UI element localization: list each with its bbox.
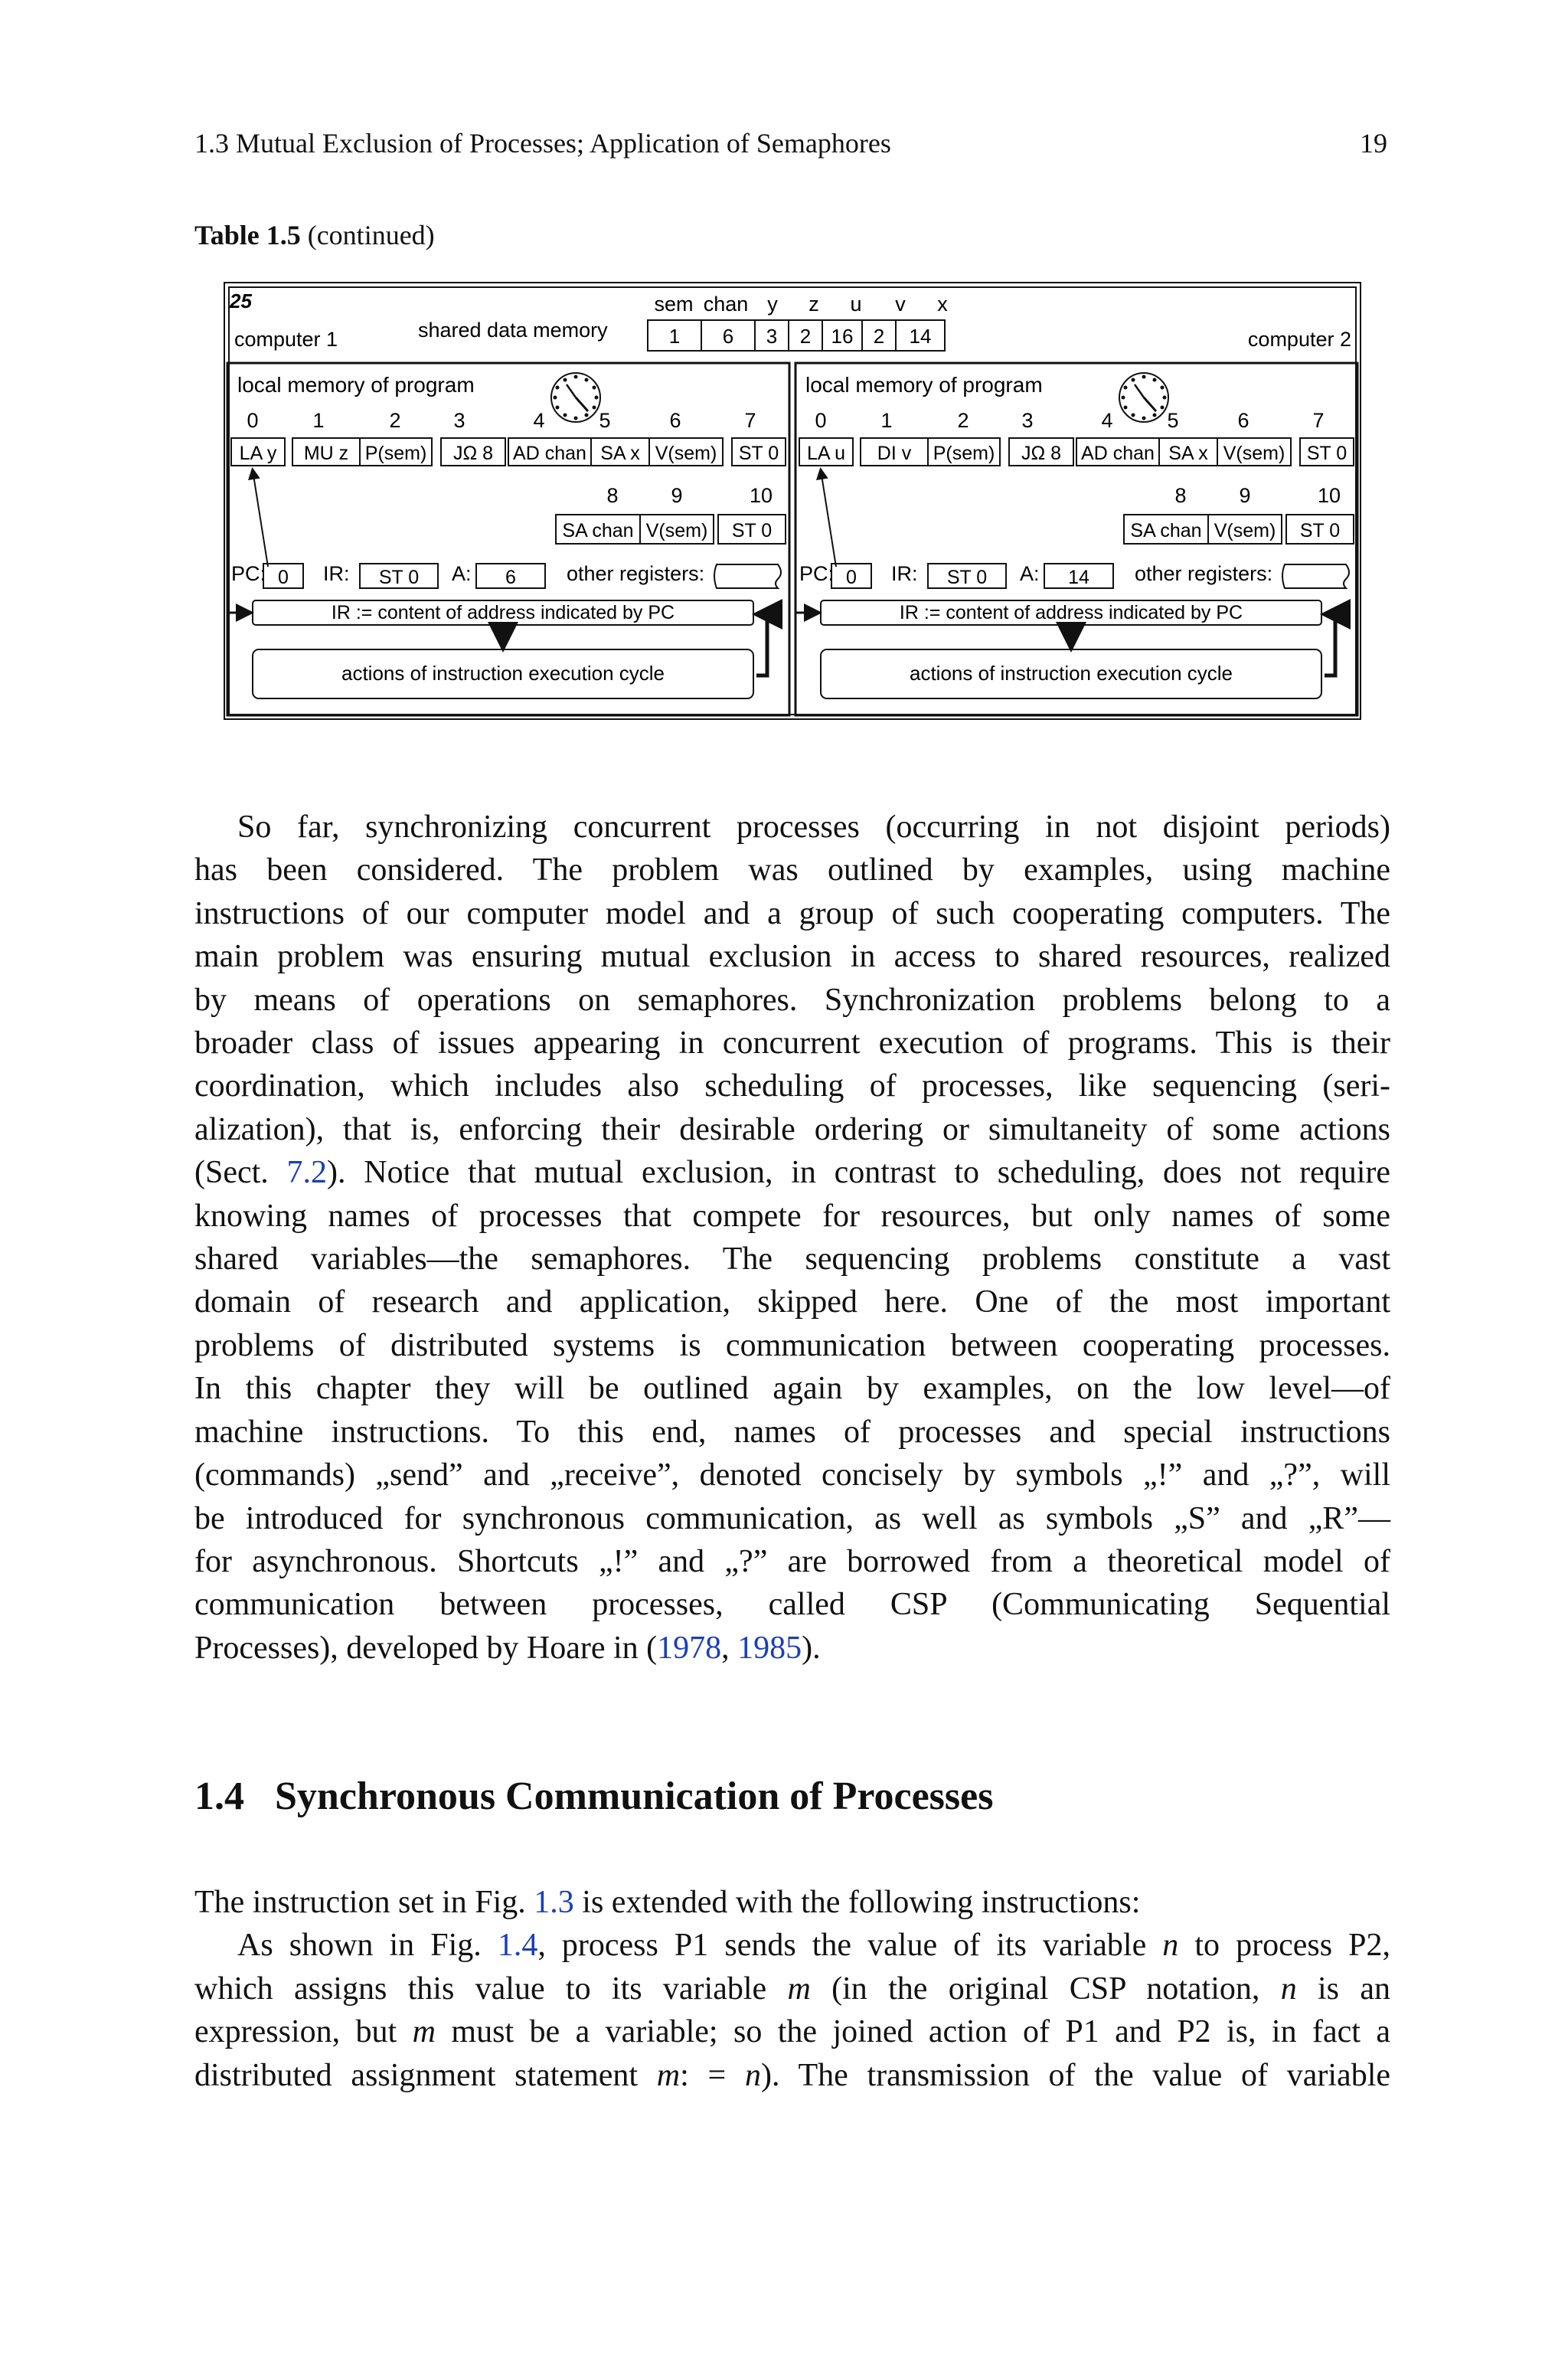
address-label: 1 bbox=[312, 409, 325, 432]
local-memory-title: local memory of program bbox=[237, 373, 475, 397]
table-caption bbox=[194, 219, 435, 251]
table-caption-suffix: (continued) bbox=[300, 220, 435, 250]
other-registers-box bbox=[714, 564, 781, 588]
text-line: knowing names of processes that compete for resources, but only names of some bbox=[194, 1198, 1390, 1234]
text-line: shared variables—the semaphores. The sequencing problems constitute a vast bbox=[194, 1241, 1390, 1277]
text-line: machine instructions. To this end, names of processes and special instructions bbox=[194, 1414, 1390, 1450]
clock-icon bbox=[1119, 373, 1168, 422]
citation-link[interactable]: 1985 bbox=[737, 1630, 802, 1666]
program-cell: ST 0 bbox=[738, 443, 779, 464]
program-cell: V(sem) bbox=[655, 443, 717, 464]
computer1-label: computer 1 bbox=[234, 328, 338, 351]
text-line: be introduced for synchronous communication, as well as symbols „S” and „R”— bbox=[194, 1500, 1390, 1536]
text-line: broader class of issues appearing in concurrent execution of programs. This is their bbox=[194, 1025, 1390, 1061]
program-cell: V(sem) bbox=[645, 520, 708, 541]
address-label: 2 bbox=[389, 409, 401, 432]
address-label: 5 bbox=[599, 409, 611, 432]
shared-header: y bbox=[767, 293, 778, 316]
program-cell: SA chan bbox=[1130, 520, 1202, 541]
fetch-step: IR := content of address indicated by PC bbox=[899, 602, 1243, 623]
ir-label: IR: bbox=[891, 562, 918, 585]
program-cell: AD chan bbox=[1081, 443, 1155, 464]
address-label: 1 bbox=[880, 409, 893, 432]
text-line: As shown in Fig. 1.4, process P1 sends the value of its variable n to process P2, bbox=[237, 1928, 1390, 1964]
shared-header: sem bbox=[654, 293, 694, 316]
program-cell: JΩ 8 bbox=[1021, 443, 1062, 464]
shared-value: 2 bbox=[799, 325, 812, 348]
clock-icon bbox=[551, 373, 600, 422]
execute-step: actions of instruction execution cycle bbox=[341, 662, 665, 685]
program-cell: SA x bbox=[1168, 443, 1208, 464]
section-title: Synchronous Communication of Processes bbox=[275, 1775, 994, 1818]
text-line: domain of research and application, skipped here. One of the most important bbox=[194, 1284, 1390, 1320]
computer-model-figure bbox=[222, 280, 1363, 721]
paragraph-instructions bbox=[194, 1881, 1390, 2097]
page-number: 19 bbox=[1360, 128, 1387, 159]
pc-label: PC: bbox=[799, 562, 835, 585]
shared-header: z bbox=[808, 293, 819, 316]
address-label: 8 bbox=[606, 484, 619, 507]
other-registers-label: other registers: bbox=[567, 562, 705, 585]
step-number: 25 bbox=[230, 289, 252, 312]
citation-link[interactable]: 1978 bbox=[657, 1630, 722, 1666]
text-line: instructions of our computer model and a group of such cooperating computers. The bbox=[194, 895, 1390, 931]
shared-header: u bbox=[850, 293, 862, 316]
table-label: Table 1.5 bbox=[194, 220, 301, 250]
text-line: In this chapter they will be outlined again by examples, on the low level—of bbox=[194, 1371, 1390, 1407]
address-label: 10 bbox=[1317, 484, 1341, 507]
pc-value: 0 bbox=[846, 567, 857, 588]
shared-value: 14 bbox=[909, 325, 932, 348]
program-cell: P(sem) bbox=[933, 443, 995, 464]
figure-link[interactable]: 1.3 bbox=[534, 1885, 574, 1920]
text-line: (Sect. 7.2). Notice that mutual exclusion, in contrast to scheduling, does not require bbox=[194, 1155, 1391, 1191]
text-line: (commands) „send” and „receive”, denoted concisely by symbols „!” and „?”, will bbox=[194, 1457, 1390, 1493]
pc-label: PC: bbox=[231, 562, 266, 585]
address-label: 4 bbox=[1101, 409, 1113, 432]
a-value: 14 bbox=[1068, 567, 1089, 588]
program-cell: SA chan bbox=[562, 520, 634, 541]
section-link[interactable]: 7.2 bbox=[286, 1155, 328, 1191]
text-line: which assigns this value to its variable m (in the original CSP notation, n is an bbox=[194, 1971, 1390, 2007]
program-cell: ST 0 bbox=[731, 520, 773, 541]
program-cell: ST 0 bbox=[1306, 443, 1348, 464]
shared-value: 6 bbox=[722, 325, 734, 348]
program-cell: LA u bbox=[806, 443, 846, 464]
shared-memory-label: shared data memory bbox=[418, 319, 608, 342]
address-label: 9 bbox=[671, 484, 683, 507]
address-label: 3 bbox=[453, 409, 466, 432]
other-registers-box bbox=[1282, 564, 1349, 588]
program-cell: JΩ 8 bbox=[452, 443, 494, 464]
program-cell: MU z bbox=[303, 443, 349, 464]
address-label: 9 bbox=[1239, 484, 1251, 507]
fetch-step: IR := content of address indicated by PC bbox=[331, 602, 675, 623]
running-header: 1.3 Mutual Exclusion of Processes; Application of Semaphores bbox=[194, 128, 891, 159]
text-line: communication between processes, called CSP (Communicating Sequential bbox=[194, 1587, 1390, 1623]
text-line: expression, but m must be a variable; so the joined action of P1 and P2 is, in fact a bbox=[194, 2014, 1391, 2050]
address-label: 6 bbox=[1237, 409, 1250, 432]
program-cell: AD chan bbox=[513, 443, 586, 464]
a-label: A: bbox=[1020, 562, 1040, 585]
a-label: A: bbox=[452, 562, 472, 585]
pc-value: 0 bbox=[278, 567, 289, 588]
address-label: 7 bbox=[1312, 409, 1325, 432]
shared-header: v bbox=[895, 293, 906, 316]
program-cell: V(sem) bbox=[1223, 443, 1285, 464]
text-line: alization), that is, enforcing their desirable ordering or simultaneity of some actions bbox=[194, 1111, 1390, 1147]
address-label: 0 bbox=[815, 409, 827, 432]
address-label: 3 bbox=[1021, 409, 1034, 432]
execute-step: actions of instruction execution cycle bbox=[910, 662, 1233, 685]
shared-header: chan bbox=[703, 293, 749, 316]
text-line: So far, synchronizing concurrent processes (occurring in not disjoint periods) bbox=[237, 810, 1390, 845]
program-cell: V(sem) bbox=[1214, 520, 1276, 541]
program-cell: SA x bbox=[600, 443, 640, 464]
ir-label: IR: bbox=[323, 562, 350, 585]
other-registers-label: other registers: bbox=[1135, 562, 1273, 585]
ir-value: ST 0 bbox=[946, 567, 988, 588]
text-line: main problem was ensuring mutual exclusion in access to shared resources, realized bbox=[194, 939, 1390, 975]
ir-value: ST 0 bbox=[378, 567, 420, 588]
section-heading bbox=[194, 1774, 993, 1819]
address-label: 7 bbox=[744, 409, 756, 432]
address-label: 10 bbox=[749, 484, 773, 507]
paragraph-synchronization bbox=[194, 806, 1390, 1670]
address-label: 4 bbox=[533, 409, 545, 432]
program-cell: DI v bbox=[877, 443, 912, 464]
program-cell: LA y bbox=[239, 443, 277, 464]
text-line: for asynchronous. Shortcuts „!” and „?” are borrowed from a theoretical model of bbox=[194, 1543, 1390, 1579]
address-label: 6 bbox=[669, 409, 681, 432]
program-cell: ST 0 bbox=[1299, 520, 1341, 541]
address-label: 2 bbox=[957, 409, 969, 432]
figure-link[interactable]: 1.4 bbox=[497, 1928, 538, 1964]
computer1-panel bbox=[228, 373, 786, 698]
address-label: 5 bbox=[1167, 409, 1179, 432]
local-memory-title: local memory of program bbox=[805, 373, 1043, 397]
text-line: has been considered. The problem was outlined by examples, using machine bbox=[194, 852, 1390, 888]
computer2-panel bbox=[796, 373, 1354, 698]
text-line: problems of distributed systems is communication between cooperating processes. bbox=[194, 1327, 1390, 1363]
address-label: 8 bbox=[1174, 484, 1187, 507]
text-line: by means of operations on semaphores. Synchronization problems belong to a bbox=[194, 982, 1390, 1018]
shared-header: x bbox=[937, 293, 948, 316]
section-number: 1.4 bbox=[194, 1775, 244, 1818]
shared-value: 1 bbox=[668, 325, 681, 348]
a-value: 6 bbox=[505, 567, 516, 588]
address-label: 0 bbox=[247, 409, 259, 432]
shared-value: 3 bbox=[766, 325, 778, 348]
computer2-label: computer 2 bbox=[1247, 328, 1351, 351]
text-line: Processes), developed by Hoare in (1978, 1985). bbox=[194, 1630, 821, 1666]
program-cell: P(sem) bbox=[364, 443, 427, 464]
shared-value: 16 bbox=[831, 325, 854, 348]
text-line: The instruction set in Fig. 1.3 is extended with the following instructions: bbox=[194, 1885, 1141, 1920]
shared-value: 2 bbox=[873, 325, 885, 348]
text-line: distributed assignment statement m: = n). The transmission of the value of variable bbox=[194, 2057, 1390, 2093]
text-line: coordination, which includes also scheduling of processes, like sequencing (seri- bbox=[194, 1068, 1390, 1104]
